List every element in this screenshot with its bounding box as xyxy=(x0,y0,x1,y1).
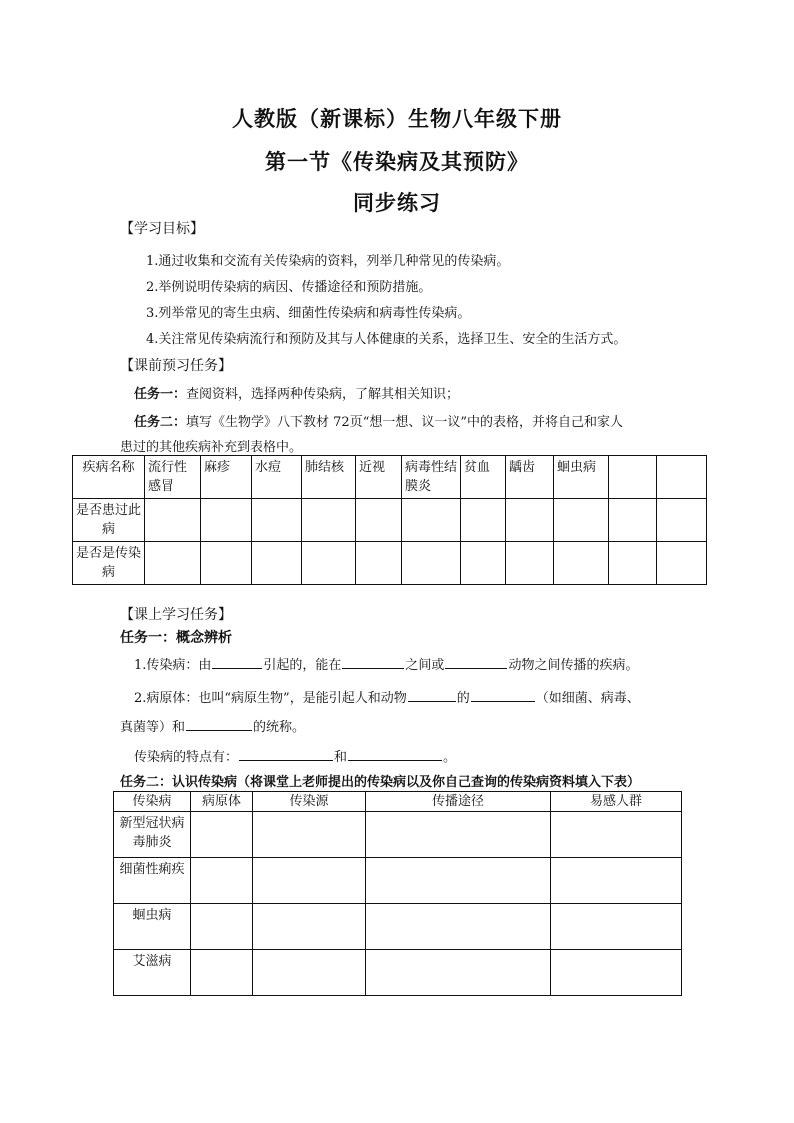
answer-cell[interactable] xyxy=(252,542,302,585)
answer-cell[interactable] xyxy=(302,542,356,585)
answer-cell[interactable] xyxy=(366,812,551,858)
answer-cell[interactable] xyxy=(191,858,253,904)
table-header-cell: 贫血 xyxy=(461,456,506,499)
answer-cell[interactable] xyxy=(201,499,252,542)
question-text: 的 xyxy=(456,691,470,706)
answer-blank[interactable] xyxy=(186,718,252,731)
classwork-heading: 【课上学习任务】 xyxy=(120,607,232,623)
question-2 xyxy=(134,687,640,706)
table-header-cell: 近视 xyxy=(356,456,402,499)
objectives-heading: 【学习目标】 xyxy=(120,221,204,237)
answer-cell[interactable] xyxy=(145,542,201,585)
answer-cell[interactable] xyxy=(191,904,253,950)
table-header-cell: 病原体 xyxy=(191,792,253,812)
table-row xyxy=(114,858,682,904)
table-row xyxy=(73,542,707,585)
answer-blank[interactable] xyxy=(408,689,456,702)
document-title: 人教版（新课标）生物八年级下册 xyxy=(232,106,562,131)
question-text: 真菌等）和 xyxy=(120,720,186,735)
table-row xyxy=(73,456,707,499)
table-header-cell: 传染源 xyxy=(253,792,366,812)
table-row xyxy=(114,904,682,950)
table-header-cell: 流行性感冒 xyxy=(145,456,201,499)
section-title: 第一节《传染病及其预防》 xyxy=(265,149,529,174)
table-header-cell: 疾病名称 xyxy=(73,456,145,499)
answer-cell[interactable] xyxy=(253,812,366,858)
objective-item: 4.关注常见传染病流行和预防及其与人体健康的关系，选择卫生、安全的生活方式。 xyxy=(146,332,627,347)
table-header-cell[interactable] xyxy=(609,456,657,499)
question-text: （如细菌、病毒、 xyxy=(535,691,640,706)
answer-cell[interactable] xyxy=(402,499,461,542)
table-row xyxy=(73,499,707,542)
question-text: 。 xyxy=(443,750,457,765)
preview-heading: 【课前预习任务】 xyxy=(120,358,232,374)
question-text: 的统称。 xyxy=(253,720,306,735)
answer-blank[interactable] xyxy=(342,656,404,669)
task-1-title: 任务一：概念辨析 xyxy=(120,630,232,646)
answer-cell[interactable] xyxy=(302,499,356,542)
answer-cell[interactable] xyxy=(551,904,682,950)
answer-cell[interactable] xyxy=(551,812,682,858)
answer-cell[interactable] xyxy=(201,542,252,585)
answer-cell[interactable] xyxy=(554,499,609,542)
table-header-cell: 龋齿 xyxy=(506,456,554,499)
task-text: 填写《生物学》八下教材 72页“想一想、议一议”中的表格，并将自己和家人 xyxy=(186,415,623,430)
disease-name: 细菌性痢疾 xyxy=(114,858,191,904)
table-header-cell: 水痘 xyxy=(252,456,302,499)
preview-task-2 xyxy=(134,411,623,430)
table-row xyxy=(114,792,682,812)
answer-cell[interactable] xyxy=(551,858,682,904)
task-label: 任务一： xyxy=(134,387,187,402)
question-text: 之间或 xyxy=(405,658,445,673)
table-header-cell[interactable] xyxy=(657,456,707,499)
question-text: 1.传染病：由 xyxy=(134,658,212,673)
table-header-cell: 肺结核 xyxy=(302,456,356,499)
answer-cell[interactable] xyxy=(554,542,609,585)
answer-cell[interactable] xyxy=(402,542,461,585)
answer-blank[interactable] xyxy=(445,656,507,669)
answer-cell[interactable] xyxy=(253,858,366,904)
answer-blank[interactable] xyxy=(348,748,442,761)
answer-cell[interactable] xyxy=(145,499,201,542)
disease-survey-table xyxy=(72,455,707,585)
answer-cell[interactable] xyxy=(609,542,657,585)
answer-cell[interactable] xyxy=(253,904,366,950)
preview-task-2-cont: 患过的其他疾病补充到表格中。 xyxy=(120,440,303,455)
answer-cell[interactable] xyxy=(366,904,551,950)
answer-blank[interactable] xyxy=(471,689,535,702)
answer-cell[interactable] xyxy=(366,950,551,996)
infectious-disease-table xyxy=(113,791,682,996)
answer-cell[interactable] xyxy=(657,542,707,585)
answer-blank[interactable] xyxy=(212,656,262,669)
question-text: 引起的，能在 xyxy=(263,658,342,673)
table-header-cell: 病毒性结膜炎 xyxy=(402,456,461,499)
answer-cell[interactable] xyxy=(366,858,551,904)
preview-task-1 xyxy=(134,383,459,402)
table-row xyxy=(114,950,682,996)
table-header-cell: 易感人群 xyxy=(551,792,682,812)
question-text: 2.病原体：也叫“病原生物”，是能引起人和动物 xyxy=(134,691,407,706)
answer-cell[interactable] xyxy=(191,812,253,858)
objective-item: 3.列举常见的寄生虫病、细菌性传染病和病毒性传染病。 xyxy=(146,306,471,321)
question-text: 传染病的特点有： xyxy=(134,750,239,765)
answer-cell[interactable] xyxy=(657,499,707,542)
question-text: 动物之间传播的疾病。 xyxy=(508,658,639,673)
row-label: 是否患过此病 xyxy=(73,499,145,542)
table-header-cell: 传播途径 xyxy=(366,792,551,812)
disease-name: 新型冠状病毒肺炎 xyxy=(114,812,191,858)
disease-name: 艾滋病 xyxy=(114,950,191,996)
table-header-cell: 麻疹 xyxy=(201,456,252,499)
question-3 xyxy=(134,746,456,765)
table-header-cell: 传染病 xyxy=(114,792,191,812)
table-header-cell: 蛔虫病 xyxy=(554,456,609,499)
answer-cell[interactable] xyxy=(506,499,554,542)
task-label: 任务二： xyxy=(134,415,187,430)
answer-cell[interactable] xyxy=(191,950,253,996)
question-2-cont xyxy=(120,716,305,735)
answer-cell[interactable] xyxy=(252,499,302,542)
answer-cell[interactable] xyxy=(253,950,366,996)
question-1 xyxy=(134,654,638,673)
answer-cell[interactable] xyxy=(551,950,682,996)
task-text: 查阅资料，选择两种传染病，了解其相关知识； xyxy=(186,387,460,402)
row-label: 是否是传染病 xyxy=(73,542,145,585)
disease-name: 蛔虫病 xyxy=(114,904,191,950)
answer-cell[interactable] xyxy=(356,499,402,542)
objective-item: 2.举例说明传染病的病因、传播途径和预防措施。 xyxy=(146,280,432,295)
answer-cell[interactable] xyxy=(461,499,506,542)
answer-cell[interactable] xyxy=(506,542,554,585)
exercise-title: 同步练习 xyxy=(353,190,441,215)
task-2-title: 任务二：认识传染病（将课堂上老师提出的传染病以及你自己查询的传染病资料填入下表） xyxy=(120,775,641,790)
table-row xyxy=(114,812,682,858)
objective-item: 1.通过收集和交流有关传染病的资料，列举几种常见的传染病。 xyxy=(146,254,510,269)
answer-cell[interactable] xyxy=(461,542,506,585)
answer-blank[interactable] xyxy=(239,748,333,761)
question-text: 和 xyxy=(334,750,348,765)
answer-cell[interactable] xyxy=(609,499,657,542)
answer-cell[interactable] xyxy=(356,542,402,585)
